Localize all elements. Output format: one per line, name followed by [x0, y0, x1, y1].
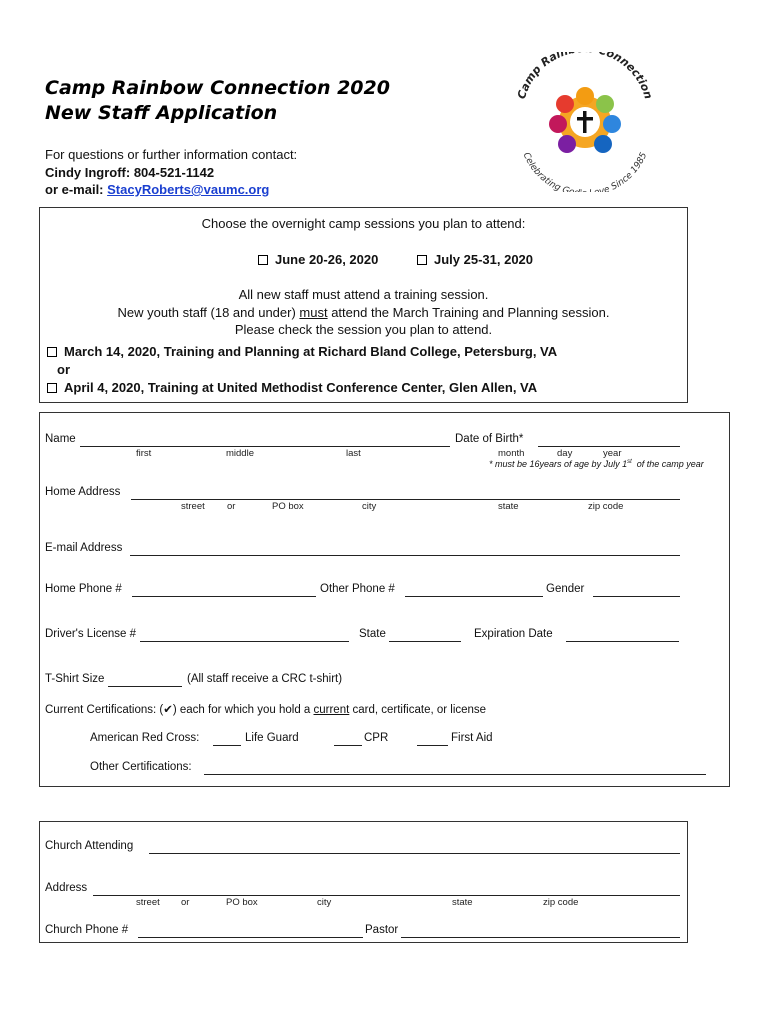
logo-bottom-text: Celebrating G ve Since 1985 [520, 151, 650, 192]
church-attending-label: Church Attending [45, 840, 134, 852]
age-note-end: of the camp year [636, 459, 704, 469]
checkbox-march[interactable] [47, 347, 57, 357]
training-line2-must: must [299, 305, 328, 320]
pastor-field[interactable] [401, 937, 680, 938]
training-option-april[interactable] [47, 380, 537, 395]
contact-email-link[interactable]: StacyRoberts@vaumc.org [107, 182, 270, 197]
addr-sub-or: or [227, 501, 236, 512]
form-title-line2: New Staff Application [45, 102, 278, 124]
other-cert-field[interactable] [204, 774, 706, 775]
camp-logo [505, 52, 665, 192]
addr-sub-pobox: PO box [272, 501, 304, 512]
home-address-label: Home Address [45, 486, 121, 498]
certifications-intro [45, 702, 486, 716]
license-state-label: State [359, 628, 386, 640]
lifeguard-label: Life Guard [245, 732, 299, 744]
other-cert-label: Other Certifications: [90, 761, 192, 773]
addr-sub-city: city [362, 501, 377, 512]
license-field[interactable] [140, 641, 349, 642]
checkbox-april[interactable] [47, 383, 57, 393]
church-addr-sub-city: city [317, 897, 332, 908]
dob-sub-year: year [603, 448, 622, 459]
church-address-label: Address [45, 882, 88, 894]
training-april-label: April 4, 2020, Training at United Methodist Conference Center, Glen Allen, VA [64, 380, 538, 395]
cert-intro-current: current [313, 704, 350, 716]
church-info-box [39, 821, 688, 943]
church-addr-sub-or: or [181, 897, 190, 908]
name-sub-middle: middle [226, 448, 254, 459]
first-aid-field[interactable] [417, 745, 448, 746]
svg-text:Celebrating God's Love Since 1 [521, 151, 650, 192]
cert-intro-a: Current Certifications: (✔) each for which you hold a [45, 704, 314, 716]
other-phone-label: Other Phone # [320, 583, 395, 595]
dob-sub-day: day [557, 448, 573, 459]
home-phone-label: Home Phone # [45, 583, 122, 595]
red-cross-label: American Red Cross: [90, 732, 200, 744]
gender-label: Gender [546, 583, 585, 595]
checkbox-july[interactable] [417, 255, 427, 265]
addr-sub-zip: zip code [588, 501, 624, 512]
logo-top-text: Camp Rain onnection [514, 52, 656, 101]
tshirt-note: (All staff receive a CRC t-shirt) [187, 673, 343, 685]
age-note-sup: st [627, 459, 632, 465]
pastor-label: Pastor [365, 924, 399, 936]
checkbox-june[interactable] [258, 255, 268, 265]
expiration-label: Expiration Date [474, 628, 553, 640]
lifeguard-field[interactable] [213, 745, 241, 746]
church-addr-sub-pobox: PO box [226, 897, 258, 908]
contact-email-row [45, 182, 269, 197]
email-field[interactable] [130, 555, 680, 556]
church-attending-field[interactable] [149, 853, 680, 854]
expiration-field[interactable] [566, 641, 679, 642]
home-phone-field[interactable] [132, 596, 316, 597]
church-phone-label: Church Phone # [45, 924, 129, 936]
form-title-line1: Camp Rainbow Connection 2020 [45, 77, 390, 99]
church-addr-sub-street: street [136, 897, 160, 908]
cpr-label: CPR [364, 732, 389, 744]
dob-field[interactable] [538, 446, 680, 447]
training-or: or [57, 362, 70, 377]
name-label: Name [45, 433, 76, 445]
contact-email-prefix: or e-mail: [45, 182, 108, 197]
age-note-text: * must be 16years of age by July 1 [489, 459, 628, 469]
contact-name-phone: Cindy Ingroff: 804-521-1142 [45, 165, 215, 180]
session-july-label: July 25-31, 2020 [434, 252, 534, 267]
age-note [489, 459, 704, 469]
name-sub-last: last [346, 448, 361, 459]
session-option-july[interactable] [417, 252, 533, 267]
tshirt-label: T-Shirt Size [45, 673, 105, 685]
training-line2-a: New youth staff (18 and under) [117, 305, 300, 320]
name-field[interactable] [80, 446, 450, 447]
training-line2 [39, 305, 688, 320]
other-phone-field[interactable] [405, 596, 543, 597]
addr-sub-state: state [498, 501, 519, 512]
session-option-june[interactable] [258, 252, 378, 267]
home-address-field[interactable] [131, 499, 680, 500]
church-addr-sub-state: state [452, 897, 473, 908]
training-line1: All new staff must attend a training session. [238, 287, 489, 302]
name-sub-first: first [136, 448, 152, 459]
gender-field[interactable] [593, 596, 680, 597]
cert-intro-c: card, certificate, or license [349, 704, 487, 716]
first-aid-label: First Aid [451, 732, 493, 744]
church-phone-field[interactable] [138, 937, 363, 938]
training-march-label: March 14, 2020, Training and Planning at Richard Bland College, Petersburg, VA [64, 344, 558, 359]
session-june-label: June 20-26, 2020 [275, 252, 379, 267]
addr-sub-street: street [181, 501, 205, 512]
sessions-prompt: Choose the overnight camp sessions you plan to attend: [201, 216, 526, 231]
church-address-field[interactable] [93, 895, 680, 896]
cross-people-circle-icon [505, 52, 665, 192]
training-line2-c: attend the March Training and Planning session. [327, 305, 610, 320]
church-addr-sub-zip: zip code [543, 897, 579, 908]
training-line3: Please check the session you plan to attend. [234, 322, 493, 337]
email-label: E-mail Address [45, 542, 123, 554]
tshirt-field[interactable] [108, 686, 182, 687]
training-option-march[interactable] [47, 344, 557, 359]
license-state-field[interactable] [389, 641, 461, 642]
dob-sub-month: month [498, 448, 525, 459]
license-label: Driver's License # [45, 628, 137, 640]
dob-label: Date of Birth* [455, 433, 524, 445]
contact-intro: For questions or further information contact: [45, 147, 298, 162]
cpr-field[interactable] [334, 745, 362, 746]
